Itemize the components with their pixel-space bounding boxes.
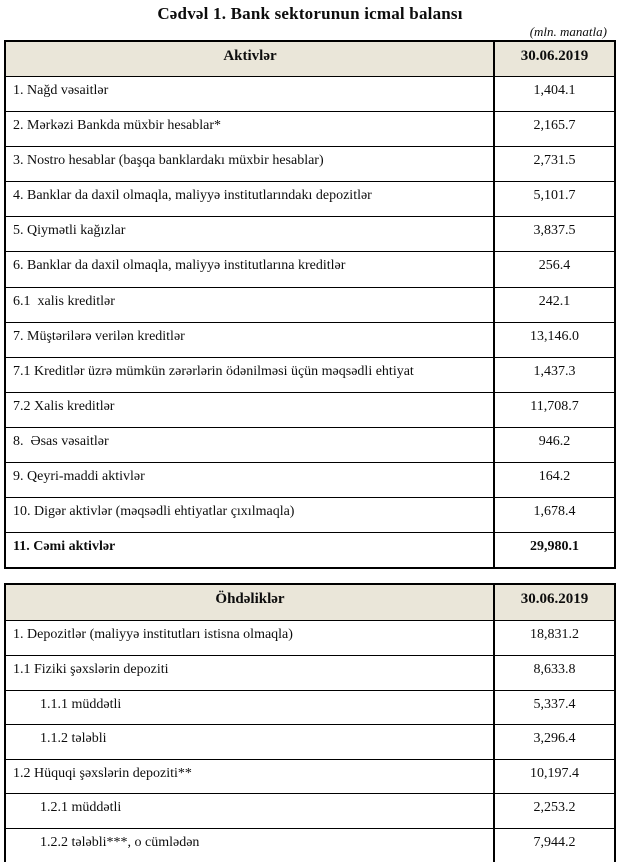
- row-label: 1.1.2 tələbli: [6, 725, 495, 759]
- unit-note: (mln. manatla): [529, 24, 607, 39]
- table-row: [6, 357, 614, 392]
- row-label: 1.2 Hüquqi şəxslərin depoziti**: [6, 760, 495, 794]
- assets-table: [4, 40, 616, 569]
- liabilities-table: [4, 583, 616, 862]
- row-value: 2,731.5: [533, 153, 576, 169]
- row-value: 946.2: [538, 433, 571, 449]
- liabilities-header-row: [6, 585, 614, 620]
- row-value: 3,837.5: [533, 223, 576, 239]
- liabilities-header-date: 30.06.2019: [520, 591, 589, 608]
- row-label: 8. Əsas vəsaitlər: [6, 428, 495, 462]
- assets-header-date: 30.06.2019: [520, 48, 589, 64]
- table-row: [6, 251, 614, 286]
- page-title: Cədvəl 1. Bank sektorunun icmal balansı: [157, 4, 463, 23]
- row-label: 5. Qiymətli kağızlar: [6, 217, 495, 251]
- row-value: 1,678.4: [533, 504, 576, 520]
- table-row: [6, 828, 614, 862]
- row-label: 1. Nağd vəsaitlər: [6, 77, 495, 111]
- row-value: 1,437.3: [533, 363, 576, 379]
- table-row-total-assets: [6, 532, 614, 567]
- row-value: 2,165.7: [533, 118, 576, 134]
- row-value: 11,708.7: [530, 398, 579, 414]
- row-label: 9. Qeyri-maddi aktivlər: [6, 463, 495, 497]
- table-row: [6, 497, 614, 532]
- row-label: 7.1 Kreditlər üzrə mümkün zərərlərin ödənilməsi üçün məqsədli ehtiyat: [6, 358, 495, 392]
- row-label: 1.1 Fiziki şəxslərin depoziti: [6, 656, 495, 690]
- row-value: 242.1: [538, 293, 571, 309]
- table-row: [6, 462, 614, 497]
- row-label: 4. Banklar da daxil olmaqla, maliyyə institutlarındakı depozitlər: [6, 182, 495, 216]
- table-row: [6, 181, 614, 216]
- liabilities-header-label: Öhdəliklər: [6, 585, 495, 620]
- row-value: 29,980.1: [530, 539, 579, 555]
- row-value: 13,146.0: [530, 328, 579, 344]
- table-row: [6, 759, 614, 794]
- table-row: [6, 146, 614, 181]
- row-label: 2. Mərkəzi Bankda müxbir hesablar*: [6, 112, 495, 146]
- row-value: 2,253.2: [533, 800, 576, 816]
- row-value: 18,831.2: [530, 627, 579, 643]
- row-label: 11. Cəmi aktivlər: [6, 533, 495, 567]
- row-value: 164.2: [538, 469, 571, 485]
- row-label: 10. Digər aktivlər (məqsədli ehtiyatlar çıxılmaqla): [6, 498, 495, 532]
- row-label: 7.2 Xalis kreditlər: [6, 393, 495, 427]
- table-row: [6, 690, 614, 725]
- table-row: [6, 427, 614, 462]
- assets-header-row: [6, 42, 614, 76]
- row-value: 5,101.7: [533, 188, 576, 204]
- row-label: 1.2.1 müddətli: [6, 794, 495, 828]
- table-row: [6, 322, 614, 357]
- row-value: 3,296.4: [533, 731, 576, 747]
- row-value: 8,633.8: [533, 661, 576, 677]
- table-row: [6, 287, 614, 322]
- table-row: [6, 392, 614, 427]
- row-label: 1.1.1 müddətli: [6, 691, 495, 725]
- table-row: [6, 111, 614, 146]
- document-page: [0, 4, 620, 862]
- row-value: 1,404.1: [533, 83, 576, 98]
- table-row: [6, 620, 614, 655]
- table-row: [6, 76, 614, 111]
- row-value: 256.4: [538, 258, 571, 274]
- row-label: 7. Müştərilərə verilən kreditlər: [6, 323, 495, 357]
- row-value: 10,197.4: [530, 765, 579, 781]
- assets-header-label: Aktivlər: [6, 42, 495, 76]
- table-row: [6, 793, 614, 828]
- row-value: 7,944.2: [533, 834, 576, 850]
- row-value: 5,337.4: [533, 696, 576, 712]
- row-label: 3. Nostro hesablar (başqa banklardakı müxbir hesablar): [6, 147, 495, 181]
- row-label: 6. Banklar da daxil olmaqla, maliyyə institutlarına kreditlər: [6, 252, 495, 286]
- table-row: [6, 724, 614, 759]
- row-label: 6.1 xalis kreditlər: [6, 288, 495, 322]
- table-row: [6, 655, 614, 690]
- table-row: [6, 216, 614, 251]
- row-label: 1.2.2 tələbli***, o cümlədən: [6, 829, 495, 862]
- row-label: 1. Depozitlər (maliyyə institutları istisna olmaqla): [6, 621, 495, 655]
